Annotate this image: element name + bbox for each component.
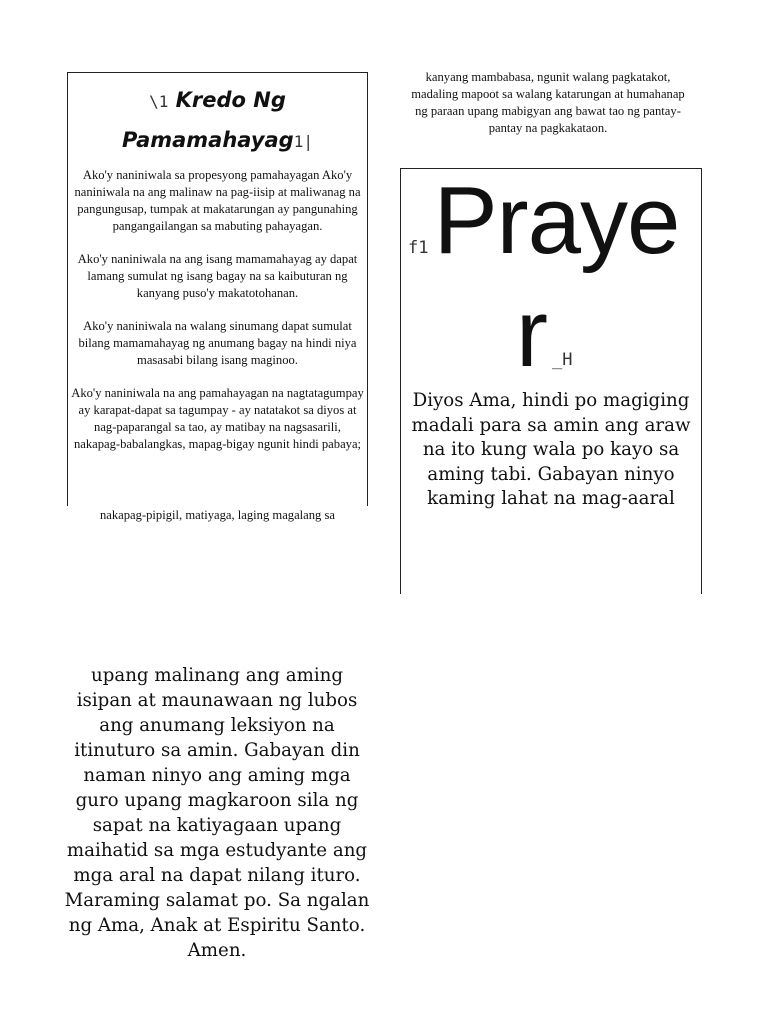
kredo-title-line1: Kredo Ng — [175, 88, 286, 112]
prayer-title-line2 — [516, 280, 573, 387]
kredo-mark-left: \1 — [149, 92, 169, 111]
kredo-continuation: kanyang mambabasa, ngunit walang pagkatakot, madaling mapoot sa walang katarungan at humahanap ng paraan upang mabigyan ang bawat tao ng pantay-pantay na pagkakataon. — [411, 70, 685, 135]
kredo-paragraph: Ako'y naniniwala na ang pamahayagan na nagtatagumpay ay karapat-dapat sa tagumpay - ay natatakot sa diyos at nag-paparangal sa tao, ay matibay na nagsasarili, nakapag-babalangkas, mapag-bigay ngunit hindi pabaya; — [71, 386, 364, 451]
kredo-overflow-line: nakapag-pipigil, matiyaga, laging magalang sa — [99, 508, 335, 522]
kredo-paragraph: Ako'y naniniwala sa propesyong pamahayagan Ako'y naniniwala na ang malinaw na pag-iisip at maliwanag na pangungusap, tumpak at makatarungan ay pangunahing pangangailangan sa mabuting pahayagan. — [74, 168, 361, 233]
kredo-title-line2: Pamamahayag — [122, 128, 294, 152]
prayer-text-part1: Diyos Ama, hindi po magiging madali para sa amin ang araw na ito kung wala po kayo sa aming tabi. Gabayan ninyo kaming lahat na mag-aaral — [411, 390, 691, 509]
prayer-mark-right: _H — [551, 350, 573, 370]
kredo-paragraph: Ako'y naniniwala na walang sinumang dapat sumulat bilang mamamahayag ng anumang bagay na hindi niya masasabi bilang isang maginoo. — [78, 319, 357, 367]
kredo-title — [68, 81, 367, 161]
prayer-title-part1: Praye — [433, 167, 680, 274]
prayer-title-part2: r — [516, 280, 548, 387]
kredo-box — [67, 72, 368, 506]
prayer-title-line1 — [408, 166, 679, 276]
prayer-mark-left: f1 — [408, 238, 429, 258]
kredo-body — [68, 167, 367, 453]
prayer-text-part2: upang malinang ang aming isipan at maunawaan ng lubos ang anumang leksiyon na itinuturo sa amin. Gabayan din naman ninyo ang aming mga guro upang magkaroon sila ng sapat na katiyagaan upang maihatid sa mga estudyante ang mga aral na dapat nilang ituro. Maraming salamat po. Sa ngalan ng Ama, Anak at Espiritu Santo. Amen. — [64, 665, 370, 961]
kredo-mark-right: 1| — [293, 132, 313, 151]
kredo-paragraph: Ako'y naniniwala na ang isang mamamahayag ay dapat lamang sumulat ng isang bagay na sa kaibuturan ng kanyang puso'y makatotohanan. — [77, 252, 358, 300]
